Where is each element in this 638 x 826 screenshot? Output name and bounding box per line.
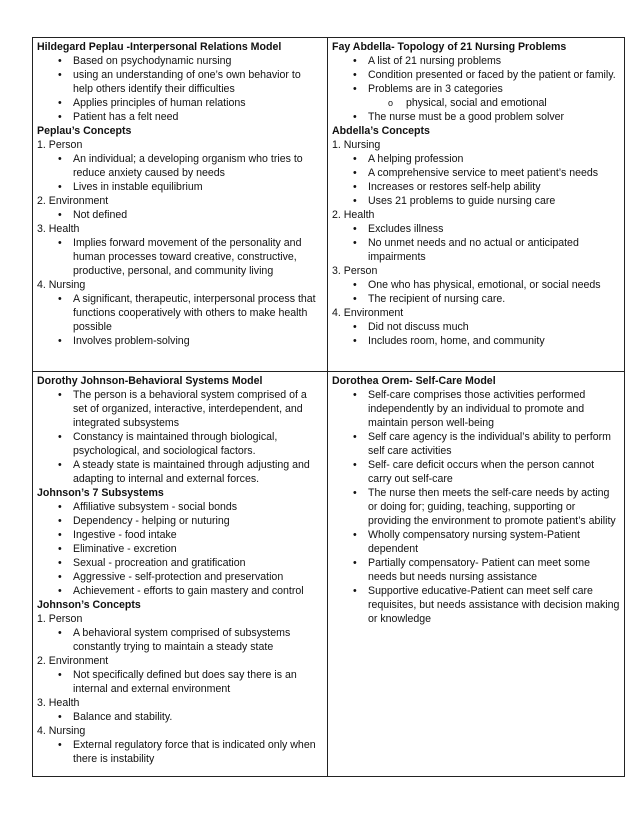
list-item: • One who has physical, emotional, or social needs [368,278,620,292]
bullet-list [332,54,620,96]
list-item: • Includes room, home, and community [368,334,620,348]
subsystems-heading: Johnson’s 7 Subsystems [37,487,164,499]
list-item: • Increases or restores self-help ability [368,180,620,194]
table-row [33,372,625,777]
list-item: • The recipient of nursing care. [368,292,620,306]
section-label: 2. Health [332,209,375,221]
sub-bullet-list [332,96,620,110]
list-item: • Self- care deficit occurs when the person cannot carry out self-care [368,458,620,486]
list-item: • Involves problem-solving [73,334,323,348]
list-item: • using an understanding of one’s own behavior to help others identify their difficulties [73,68,323,96]
list-item: • Eliminative - excretion [73,542,323,556]
list-item: • Aggressive - self-protection and preservation [73,570,323,584]
orem-cell [328,372,625,777]
cell-title: Dorothy Johnson-Behavioral Systems Model [37,375,263,387]
concepts-heading: Abdella’s Concepts [332,125,430,137]
list-item: • A significant, therapeutic, interpersonal process that functions cooperatively with others to make health possible [73,292,323,334]
list-item: • Wholly compensatory nursing system-Patient dependent [368,528,620,556]
bullet-list [37,236,323,278]
list-item: • External regulatory force that is indicated only when there is instability [73,738,323,766]
bullet-list [37,738,323,766]
list-item: • No unmet needs and no actual or anticipated impairments [368,236,620,264]
list-item: • Not specifically defined but does say there is an internal and external environment [73,668,323,696]
bullet-list [332,110,620,124]
list-item: • Dependency - helping or nuturing [73,514,323,528]
section-label: 3. Person [332,265,378,277]
list-item: • Partially compensatory- Patient can meet some needs but needs nursing assistance [368,556,620,584]
list-item: • An individual; a developing organism who tries to reduce anxiety caused by needs [73,152,323,180]
list-item: • Affiliative subsystem - social bonds [73,500,323,514]
bullet-list [332,222,620,264]
list-item: • Condition presented or faced by the patient or family. [368,68,620,82]
cell-title: Dorothea Orem- Self-Care Model [332,375,496,387]
bullet-list [332,152,620,208]
bullet-list [37,668,323,696]
bullet-list [37,152,323,194]
section-label: 4. Nursing [37,279,86,291]
section-label: 4. Environment [332,307,404,319]
list-item: • Ingestive - food intake [73,528,323,542]
list-item: • A steady state is maintained through adjusting and adapting to internal and external forces. [73,458,323,486]
cell-title: Hildegard Peplau -Interpersonal Relations Model [37,41,282,53]
list-item: • A helping profession [368,152,620,166]
list-item: • Self care agency is the individual’s ability to perform self care activities [368,430,620,458]
section-label: 4. Nursing [37,725,86,737]
bullet-list [37,54,323,124]
bullet-list [37,292,323,348]
table-row [33,38,625,372]
list-item: • Uses 21 problems to guide nursing care [368,194,620,208]
bullet-list [37,626,323,654]
list-item: • Not defined [73,208,323,222]
nursing-theories-table [32,37,625,777]
list-item: • Problems are in 3 categories [368,82,620,96]
section-label: 3. Health [37,223,80,235]
list-item: • A behavioral system comprised of subsystems constantly trying to maintain a steady state [73,626,323,654]
johnson-cell [33,372,328,777]
list-item: • Did not discuss much [368,320,620,334]
peplau-cell [33,38,328,372]
section-label: 2. Environment [37,655,109,667]
bullet-list [332,278,620,306]
list-item: • The person is a behavioral system comprised of a set of organized, interactive, interdependent, and integrated subsystems [73,388,323,430]
bullet-list [37,388,323,486]
section-label: 1. Person [37,139,83,151]
list-item: • A list of 21 nursing problems [368,54,620,68]
abdella-cell [328,38,625,372]
list-item: • A comprehensive service to meet patient’s needs [368,166,620,180]
list-item: • Sexual - procreation and gratification [73,556,323,570]
bullet-list [332,320,620,348]
section-label: 1. Person [37,613,83,625]
bullet-list [37,208,323,222]
list-item: o physical, social and emotional [406,96,620,110]
list-item: • Constancy is maintained through biological, psychological, and sociological factors. [73,430,323,458]
document-page [32,37,620,777]
list-item: • Excludes illness [368,222,620,236]
list-item: • Balance and stability. [73,710,323,724]
section-label: 1. Nursing [332,139,381,151]
list-item: • Based on psychodynamic nursing [73,54,323,68]
list-item: • Achievement - efforts to gain mastery and control [73,584,323,598]
bullet-list [37,500,323,598]
cell-title: Fay Abdella- Topology of 21 Nursing Problems [332,41,567,53]
concepts-heading: Johnson’s Concepts [37,599,141,611]
list-item: • Supportive educative-Patient can meet self care requisites, but needs assistance with decision making or knowledge [368,584,620,626]
list-item: • Self-care comprises those activities performed independently by an individual to promote and maintain person well-being [368,388,620,430]
list-item: • The nurse then meets the self-care needs by acting or doing for; guiding, teaching, supporting or providing the environment to promote patient’s ability [368,486,620,528]
section-label: 2. Environment [37,195,109,207]
list-item: • Implies forward movement of the personality and human processes toward creative, constructive, productive, personal, and community living [73,236,323,278]
list-item: • Patient has a felt need [73,110,323,124]
list-item: • Applies principles of human relations [73,96,323,110]
list-item: • The nurse must be a good problem solver [368,110,620,124]
bullet-list [37,710,323,724]
bullet-list [332,388,620,626]
concepts-heading: Peplau’s Concepts [37,125,132,137]
list-item: • Lives in instable equilibrium [73,180,323,194]
section-label: 3. Health [37,697,80,709]
